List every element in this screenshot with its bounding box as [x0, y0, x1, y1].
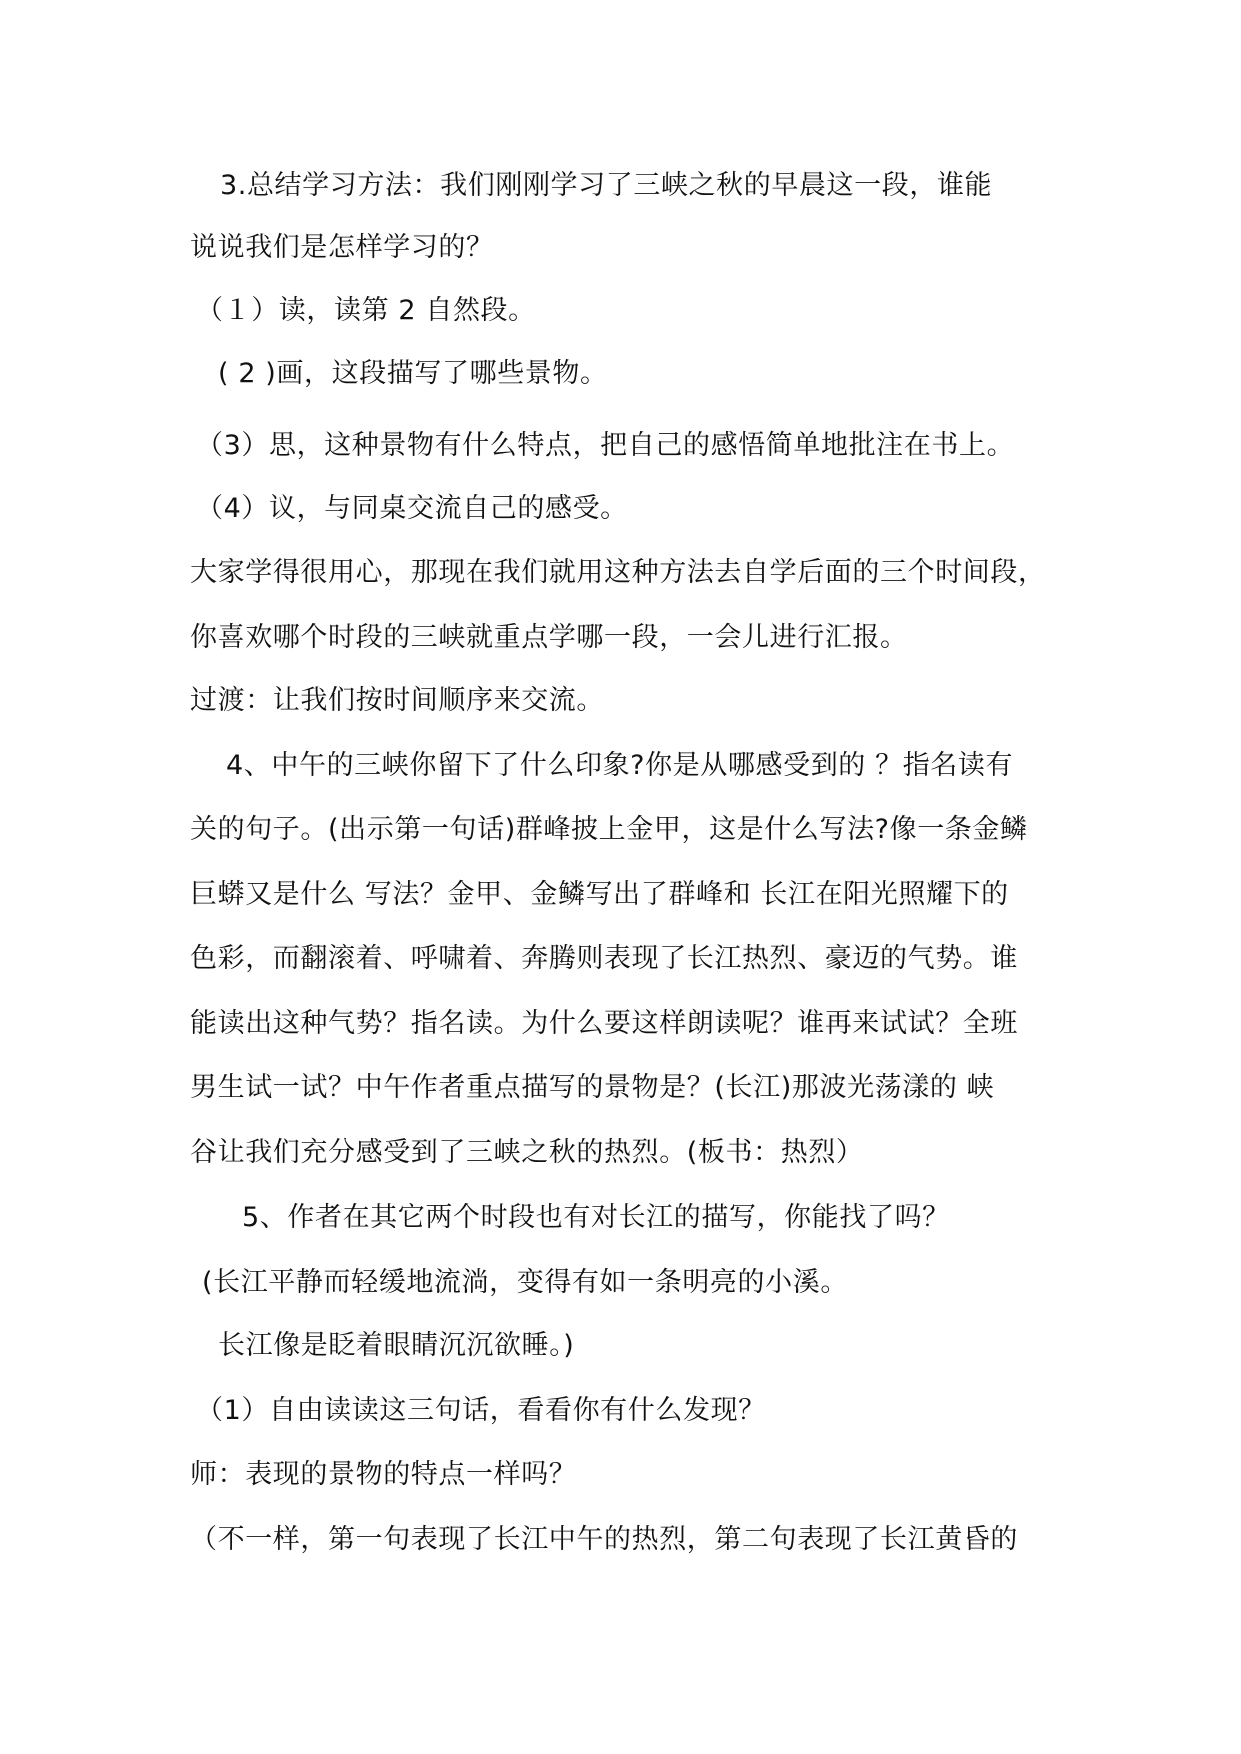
text-line: （不一样，第一句表现了长江中午的热烈，第二句表现了长江黄昏的 — [190, 1524, 1018, 1555]
text-line: 巨蟒又是什么 写法？金甲、金鳞写出了群峰和 长江在阳光照耀下的 — [190, 879, 1009, 910]
text-line: 3.总结学习方法：我们刚刚学习了三峡之秋的早晨这一段，谁能 — [220, 170, 993, 201]
text-line: 过渡：让我们按时间顺序来交流。 — [190, 685, 604, 716]
text-line: 说说我们是怎样学习的？ — [190, 232, 494, 263]
text-line: ( 2 )画，这段描写了哪些景物。 — [218, 358, 608, 389]
text-line: 色彩，而翻滚着、呼啸着、奔腾则表现了长江热烈、豪迈的气势。谁 — [190, 943, 1018, 974]
text-line: （3）思，这种景物有什么特点，把自己的感悟简单地批注在书上。 — [196, 430, 1015, 461]
text-line: （4）议，与同桌交流自己的感受。 — [196, 493, 628, 524]
text-line: 5、作者在其它两个时段也有对长江的描写，你能找了吗？ — [242, 1202, 950, 1233]
text-line: 你喜欢哪个时段的三峡就重点学哪一段，一会儿进行汇报。 — [190, 622, 908, 653]
text-line: 关的句子。(出示第一句话)群峰披上金甲，这是什么写法?像一条金鳞 — [190, 814, 1028, 845]
text-line: 谷让我们充分感受到了三峡之秋的热烈。(板书：热烈） — [190, 1137, 864, 1168]
text-line: 大家学得很用心，那现在我们就用这种方法去自学后面的三个时间段， — [190, 557, 1046, 588]
text-line: （1）自由读读这三句话，看看你有什么发现？ — [196, 1395, 766, 1426]
text-line: 能读出这种气势？指名读。为什么要这样朗读呢？谁再来试试？全班 — [190, 1008, 1018, 1039]
text-line: 男生试一试？中午作者重点描写的景物是？(长江)那波光荡漾的 峡 — [190, 1072, 995, 1103]
text-line: （１）读，读第 2 自然段。 — [196, 295, 536, 326]
text-line: 师：表现的景物的特点一样吗？ — [190, 1459, 577, 1490]
text-line: (长江平静而轻缓地流淌，变得有如一条明亮的小溪。 — [202, 1267, 848, 1298]
text-line: 4、中午的三峡你留下了什么印象?你是从哪感受到的 ？指名读有 — [226, 750, 1014, 781]
text-line: 长江像是眨着眼睛沉沉欲睡。) — [218, 1330, 575, 1361]
